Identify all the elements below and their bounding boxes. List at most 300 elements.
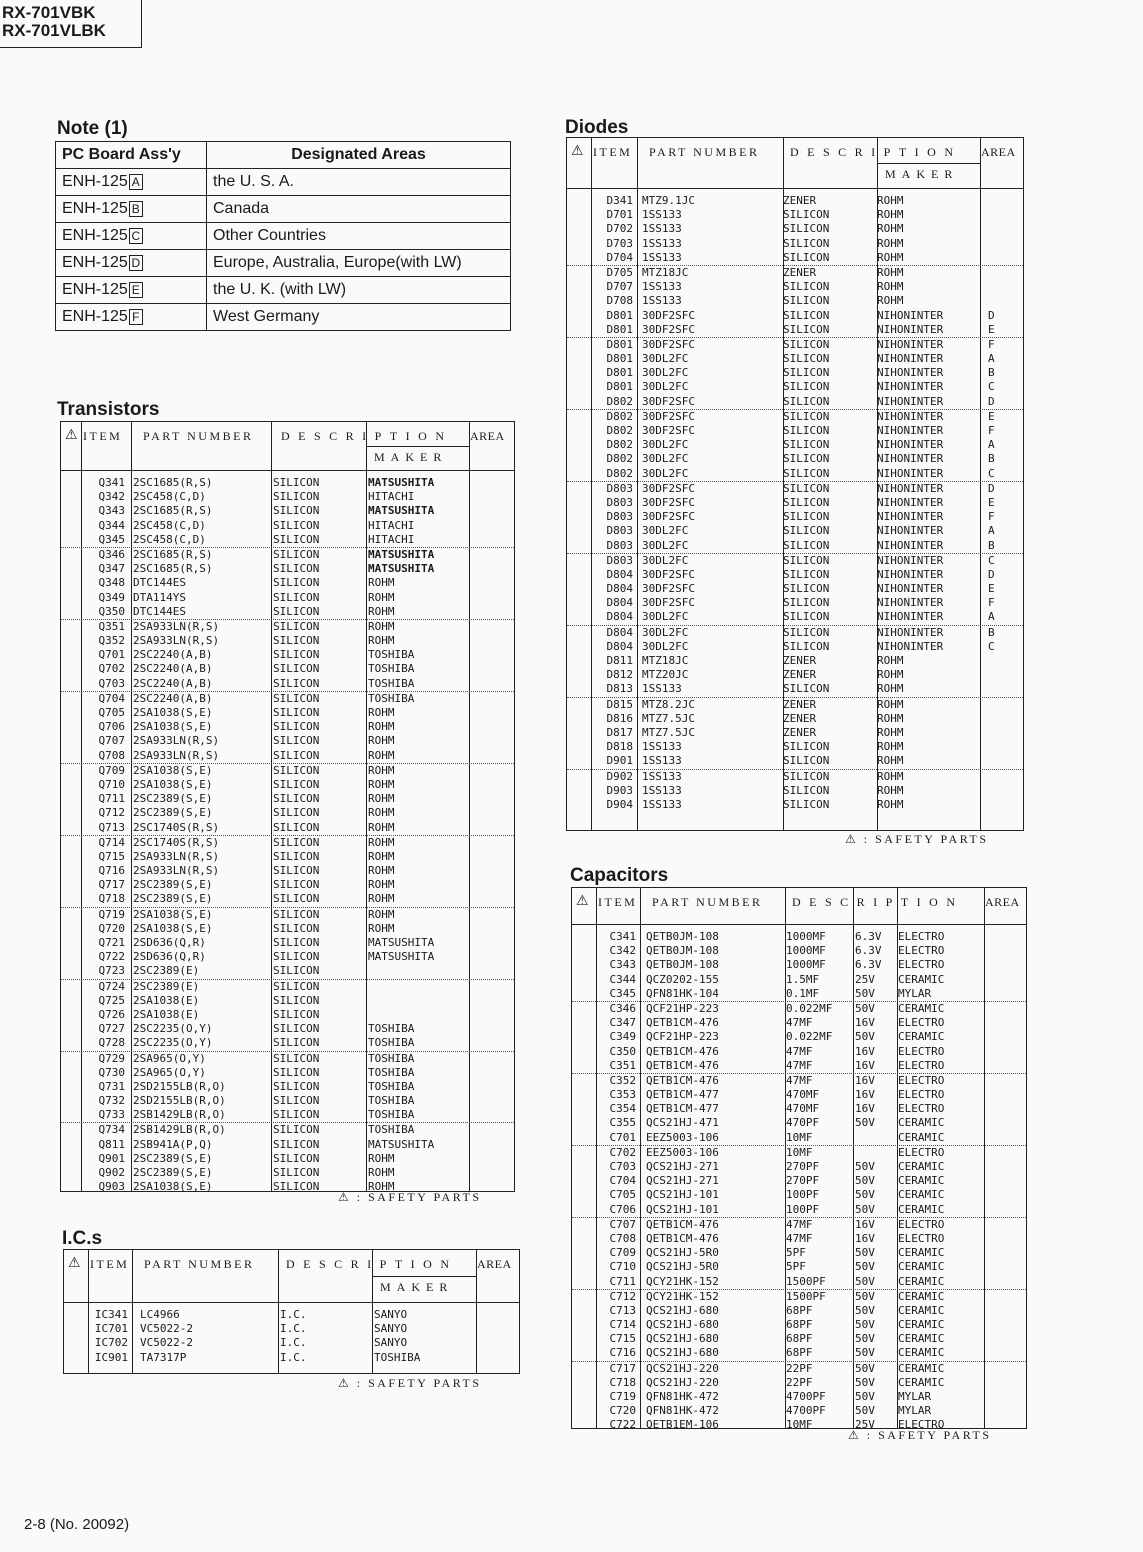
board-code: ENH-125 xyxy=(62,308,128,325)
part-number-cell: 1SS133 xyxy=(642,236,682,250)
area-cell: B xyxy=(988,625,995,639)
area-letter-box: C xyxy=(129,228,143,244)
note-area-cell: the U. K. (with LW) xyxy=(207,277,511,304)
part-number-cell: 1SS133 xyxy=(642,280,682,294)
part-number-cell: DTC144ES xyxy=(133,604,186,618)
item-cell: D801 xyxy=(606,337,633,351)
description-cell: SILICON xyxy=(273,1123,320,1137)
voltage-cell: 16V xyxy=(855,1231,875,1245)
table-rows xyxy=(61,476,514,1194)
table-row xyxy=(572,1088,1026,1102)
table-row xyxy=(572,1131,1026,1145)
table-row xyxy=(61,634,514,648)
maker-cell: NIHONINTER xyxy=(877,366,944,380)
description-cell: SILICON xyxy=(783,236,830,250)
part-number-cell: 30DL2FC xyxy=(642,452,689,466)
part-number-cell: 2SC1685(R,S) xyxy=(133,504,213,518)
description-cell: SILICON xyxy=(273,892,320,906)
diodes-table xyxy=(566,137,1024,831)
table-row xyxy=(567,568,1023,582)
part-number-cell: 2SC2240(A,B) xyxy=(133,662,213,676)
table-row xyxy=(567,712,1023,726)
maker-cell: ROHM xyxy=(368,1151,395,1165)
table-row xyxy=(567,539,1023,553)
table-row xyxy=(61,576,514,590)
description-cell: SILICON xyxy=(273,748,320,762)
item-cell: D802 xyxy=(606,452,633,466)
part-number-cell: 1SS133 xyxy=(642,294,682,308)
table-row xyxy=(61,936,514,950)
item-cell: D802 xyxy=(606,466,633,480)
capacitance-cell: 47MF xyxy=(786,1016,813,1030)
item-cell: Q717 xyxy=(98,878,125,892)
note-area-cell: Other Countries xyxy=(207,223,511,250)
item-cell: Q342 xyxy=(98,490,125,504)
note-board-cell xyxy=(56,223,207,250)
note-title: Note (1) xyxy=(57,118,128,139)
description-cell: SILICON xyxy=(783,481,830,495)
item-cell: D704 xyxy=(606,250,633,264)
capacitance-cell: 0.1MF xyxy=(786,986,820,1000)
voltage-cell: 25V xyxy=(855,1418,875,1432)
maker-cell: NIHONINTER xyxy=(877,380,944,394)
description-cell: SILICON xyxy=(783,610,830,624)
type-cell: CERAMIC xyxy=(898,972,945,986)
table-row xyxy=(567,265,1023,280)
part-number-cell: QCS21HJ-680 xyxy=(646,1318,719,1332)
item-cell: Q346 xyxy=(98,547,125,561)
note-row xyxy=(56,223,511,250)
item-cell: Q703 xyxy=(98,676,125,690)
area-cell: C xyxy=(988,380,995,394)
description-cell: SILICON xyxy=(783,424,830,437)
description-cell: SILICON xyxy=(273,1151,320,1165)
capacitance-cell: 5PF xyxy=(786,1246,806,1260)
item-cell: Q715 xyxy=(98,849,125,863)
maker-cell: MATSUSHITA xyxy=(368,476,435,489)
item-cell: Q709 xyxy=(98,763,125,777)
item-cell: Q719 xyxy=(98,907,125,921)
maker-cell: NIHONINTER xyxy=(877,625,944,639)
part-number-cell: 30DL2FC xyxy=(642,553,689,567)
diodes-safety-note: ⚠ : SAFETY PARTS xyxy=(845,832,989,846)
description-cell: SILICON xyxy=(273,979,320,993)
item-cell: Q731 xyxy=(98,1079,125,1093)
maker-cell: ROHM xyxy=(368,763,395,777)
header-part-number: PART NUMBER xyxy=(649,145,760,159)
item-cell: D817 xyxy=(606,725,633,739)
type-cell: ELECTRO xyxy=(898,1073,945,1087)
table-row xyxy=(61,792,514,806)
description-cell: SILICON xyxy=(273,734,320,748)
item-cell: Q728 xyxy=(98,1036,125,1050)
type-cell: CERAMIC xyxy=(898,1160,945,1173)
table-row xyxy=(61,605,514,619)
description-cell: SILICON xyxy=(783,394,830,408)
area-letter-box: D xyxy=(129,255,143,271)
part-number-cell: 2SA1038(E) xyxy=(133,1007,200,1021)
area-cell: B xyxy=(988,538,995,552)
transistors-title: Transistors xyxy=(57,399,160,420)
item-cell: C711 xyxy=(609,1274,636,1288)
description-cell: SILICON xyxy=(273,763,320,777)
maker-cell: NIHONINTER xyxy=(877,538,944,552)
table-row xyxy=(567,798,1023,812)
description-cell: ZENER xyxy=(783,711,817,725)
description-cell: SILICON xyxy=(783,553,830,567)
part-number-cell: QCZ0202-155 xyxy=(646,972,719,986)
table-row xyxy=(572,1275,1026,1289)
item-cell: D708 xyxy=(606,294,633,308)
voltage-cell: 50V xyxy=(855,1188,875,1202)
maker-cell: ROHM xyxy=(368,921,395,935)
maker-cell: ROHM xyxy=(877,725,904,739)
maker-cell: NIHONINTER xyxy=(877,610,944,624)
table-row xyxy=(567,784,1023,798)
table-row xyxy=(567,294,1023,308)
part-number-cell: DTC144ES xyxy=(133,576,186,590)
ics-title: I.C.s xyxy=(62,1228,103,1249)
part-number-cell: 2SB1429LB(R,O) xyxy=(133,1108,226,1122)
table-row xyxy=(567,438,1023,452)
table-row xyxy=(61,519,514,533)
item-cell: D811 xyxy=(606,654,633,667)
safety-mark-icon: ⚠ xyxy=(576,894,589,909)
part-number-cell: 2SC458(C,D) xyxy=(133,490,206,504)
maker-cell: TOSHIBA xyxy=(368,1123,415,1137)
table-row xyxy=(61,864,514,878)
item-cell: C350 xyxy=(609,1044,636,1058)
type-cell: CERAMIC xyxy=(898,1289,945,1303)
maker-cell: NIHONINTER xyxy=(877,409,944,423)
area-cell: A xyxy=(988,438,995,452)
type-cell: ELECTRO xyxy=(898,1058,945,1072)
table-row xyxy=(61,533,514,547)
table-row xyxy=(572,1232,1026,1246)
maker-cell: ROHM xyxy=(877,280,904,294)
part-number-cell: QETB1CM-476 xyxy=(646,1217,719,1231)
maker-cell: ROHM xyxy=(368,864,395,878)
item-cell: Q726 xyxy=(98,1007,125,1021)
part-number-cell: 2SD2155LB(R,O) xyxy=(133,1079,226,1093)
maker-cell: NIHONINTER xyxy=(877,567,944,581)
capacitors-title: Capacitors xyxy=(570,865,669,886)
description-cell: SILICON xyxy=(273,878,320,892)
table-row xyxy=(567,380,1023,394)
voltage-cell: 6.3V xyxy=(855,944,882,958)
description-cell: SILICON xyxy=(273,1036,320,1050)
item-cell: D801 xyxy=(606,308,633,322)
voltage-cell: 50V xyxy=(855,1303,875,1317)
table-row xyxy=(61,662,514,676)
maker-cell: ROHM xyxy=(368,907,395,921)
capacitance-cell: 68PF xyxy=(786,1332,813,1346)
table-row xyxy=(61,1108,514,1122)
table-row xyxy=(61,950,514,964)
table-row xyxy=(61,490,514,504)
maker-cell: ROHM xyxy=(368,734,395,748)
maker-cell: ROHM xyxy=(877,194,904,207)
item-cell: C719 xyxy=(609,1390,636,1403)
part-number-cell: 2SC1740S(R,S) xyxy=(133,835,220,849)
maker-cell: ROHM xyxy=(368,748,395,762)
maker-cell: MATSUSHITA xyxy=(368,562,435,576)
item-cell: D803 xyxy=(606,481,633,495)
part-number-cell: QETB1CM-476 xyxy=(646,1016,719,1030)
maker-divider xyxy=(366,446,469,447)
part-number-cell: 2SC2389(S,E) xyxy=(133,806,213,820)
description-cell: SILICON xyxy=(273,1137,320,1151)
area-cell: F xyxy=(988,596,995,610)
ics-safety-note: ⚠ : SAFETY PARTS xyxy=(338,1376,482,1390)
table-row xyxy=(572,1059,1026,1073)
capacitance-cell: 4700PF xyxy=(786,1404,826,1418)
part-number-cell: 2SA1038(S,E) xyxy=(133,763,213,777)
maker-cell: ROHM xyxy=(877,265,904,279)
area-cell: B xyxy=(988,452,995,466)
item-cell: Q714 xyxy=(98,835,125,849)
description-cell: SILICON xyxy=(783,567,830,581)
part-number-cell: QFN81HK-104 xyxy=(646,986,719,1000)
part-number-cell: VC5022-2 xyxy=(140,1322,193,1336)
part-number-cell: 2SA933LN(R,S) xyxy=(133,864,220,878)
type-cell: CERAMIC xyxy=(898,1274,945,1288)
part-number-cell: 2SC2389(E) xyxy=(133,979,200,993)
part-number-cell: 1SS133 xyxy=(642,783,682,797)
description-cell: SILICON xyxy=(273,777,320,791)
part-number-cell: QETB1CM-477 xyxy=(646,1102,719,1116)
note-row xyxy=(56,277,511,304)
header-description: DESCRIPTION xyxy=(790,145,962,159)
table-row xyxy=(64,1336,519,1350)
item-cell: Q903 xyxy=(98,1180,125,1194)
maker-cell: MATSUSHITA xyxy=(368,950,435,964)
item-cell: D803 xyxy=(606,510,633,524)
item-cell: Q723 xyxy=(98,964,125,978)
description-cell: SILICON xyxy=(273,662,320,676)
description-cell: SILICON xyxy=(783,596,830,610)
description-cell: SILICON xyxy=(273,634,320,648)
maker-cell: NIHONINTER xyxy=(877,466,944,480)
part-number-cell: 2SA933LN(R,S) xyxy=(133,619,220,633)
item-cell: D801 xyxy=(606,322,633,336)
area-cell: F xyxy=(988,510,995,524)
item-cell: D801 xyxy=(606,380,633,394)
maker-cell: SANYO xyxy=(374,1336,408,1350)
table-row xyxy=(567,754,1023,768)
description-cell: SILICON xyxy=(783,380,830,394)
area-cell: D xyxy=(988,308,995,322)
description-cell: SILICON xyxy=(273,518,320,532)
maker-cell: ROHM xyxy=(368,849,395,863)
table-row xyxy=(567,769,1023,784)
part-number-cell: 30DL2FC xyxy=(642,538,689,552)
part-number-cell: EEZ5003-106 xyxy=(646,1130,719,1144)
type-cell: ELECTRO xyxy=(898,1102,945,1116)
table-row xyxy=(61,648,514,662)
maker-cell: NIHONINTER xyxy=(877,481,944,495)
maker-cell: ROHM xyxy=(368,892,395,906)
type-cell: CERAMIC xyxy=(898,1188,945,1202)
area-letter-box: E xyxy=(129,282,143,298)
maker-cell: ROHM xyxy=(877,783,904,797)
area-cell: E xyxy=(988,495,995,509)
maker-cell: NIHONINTER xyxy=(877,596,944,610)
table-row xyxy=(567,323,1023,337)
voltage-cell: 50V xyxy=(855,1318,875,1332)
maker-cell: ROHM xyxy=(368,820,395,834)
item-cell: D802 xyxy=(606,438,633,452)
part-number-cell: 1SS133 xyxy=(642,222,682,236)
maker-cell: SANYO xyxy=(374,1322,408,1336)
capacitance-cell: 22PF xyxy=(786,1375,813,1389)
description-cell: SILICON xyxy=(783,208,830,222)
item-cell: C704 xyxy=(609,1174,636,1188)
item-cell: D803 xyxy=(606,495,633,509)
header-area: AREA xyxy=(981,145,1016,159)
voltage-cell: 50V xyxy=(855,1332,875,1346)
table-row xyxy=(572,1145,1026,1160)
voltage-cell: 50V xyxy=(855,1274,875,1288)
capacitance-cell: 68PF xyxy=(786,1303,813,1317)
item-cell: Q734 xyxy=(98,1123,125,1137)
description-cell: I.C. xyxy=(280,1308,307,1321)
description-cell: SILICON xyxy=(273,604,320,618)
header-description: DESCRIPTION xyxy=(281,429,453,443)
table-row xyxy=(567,640,1023,654)
table-row xyxy=(61,835,514,850)
description-cell: SILICON xyxy=(783,366,830,380)
table-row xyxy=(567,352,1023,366)
type-cell: CERAMIC xyxy=(898,1130,945,1144)
header-area: AREA xyxy=(477,1257,512,1271)
capacitance-cell: 68PF xyxy=(786,1346,813,1360)
voltage-cell: 50V xyxy=(855,1346,875,1360)
header-area: AREA xyxy=(985,895,1020,909)
table-row xyxy=(572,1332,1026,1346)
table-row xyxy=(61,922,514,936)
table-row xyxy=(61,979,514,994)
part-number-cell: 2SA933LN(R,S) xyxy=(133,734,220,748)
part-number-cell: QETB0JM-108 xyxy=(646,944,719,958)
table-row xyxy=(61,1008,514,1022)
capacitance-cell: 1500PF xyxy=(786,1274,826,1288)
part-number-cell: 30DF2SFC xyxy=(642,481,695,495)
note-board-cell xyxy=(56,304,207,331)
header-maker: MAKER xyxy=(374,450,448,464)
maker-cell: ROHM xyxy=(877,711,904,725)
maker-divider xyxy=(372,1276,476,1277)
type-cell: CERAMIC xyxy=(898,1001,945,1015)
part-number-cell: QCS21HJ-5R0 xyxy=(646,1260,719,1274)
safety-mark-icon: ⚠ xyxy=(65,428,78,443)
note-row xyxy=(56,196,511,223)
type-cell: CERAMIC xyxy=(898,1361,945,1375)
part-number-cell: 30DL2FC xyxy=(642,639,689,653)
part-number-cell: 1SS133 xyxy=(642,769,682,783)
description-cell: SILICON xyxy=(273,950,320,964)
table-row xyxy=(61,504,514,518)
type-cell: ELECTRO xyxy=(898,1217,945,1231)
table-row xyxy=(61,547,514,562)
maker-cell: NIHONINTER xyxy=(877,495,944,509)
description-cell: SILICON xyxy=(783,639,830,653)
maker-cell: NIHONINTER xyxy=(877,308,944,322)
part-number-cell: 2SB1429LB(R,O) xyxy=(133,1123,226,1137)
description-cell: SILICON xyxy=(273,676,320,690)
voltage-cell: 50V xyxy=(855,1404,875,1418)
table-row xyxy=(567,596,1023,610)
capacitance-cell: 47MF xyxy=(786,1073,813,1087)
part-number-cell: 30DL2FC xyxy=(642,466,689,480)
item-cell: D903 xyxy=(606,783,633,797)
item-cell: C720 xyxy=(609,1404,636,1418)
item-cell: D804 xyxy=(606,610,633,624)
capacitance-cell: 470MF xyxy=(786,1088,820,1102)
description-cell: SILICON xyxy=(783,783,830,797)
part-number-cell: 2SA933LN(R,S) xyxy=(133,634,220,648)
description-cell: SILICON xyxy=(273,921,320,935)
item-cell: D816 xyxy=(606,711,633,725)
table-row xyxy=(567,496,1023,510)
maker-cell: ROHM xyxy=(368,777,395,791)
area-cell: B xyxy=(988,366,995,380)
maker-cell: ROHM xyxy=(877,682,904,696)
item-cell: D813 xyxy=(606,682,633,696)
description-cell: SILICON xyxy=(273,576,320,590)
table-row xyxy=(572,1116,1026,1130)
item-cell: Q702 xyxy=(98,662,125,676)
maker-cell: TOSHIBA xyxy=(368,648,415,662)
table-row xyxy=(572,930,1026,944)
item-cell: D901 xyxy=(606,754,633,768)
part-number-cell: 2SC1685(R,S) xyxy=(133,562,213,576)
header-description: DESCRIPTION xyxy=(792,895,964,909)
maker-cell: ROHM xyxy=(877,294,904,308)
part-number-cell: QETB1CM-476 xyxy=(646,1058,719,1072)
item-cell: Q902 xyxy=(98,1166,125,1179)
capacitance-cell: 1000MF xyxy=(786,958,826,972)
description-cell: SILICON xyxy=(783,510,830,524)
maker-cell: TOSHIBA xyxy=(368,1079,415,1093)
table-row xyxy=(61,619,514,634)
description-cell: SILICON xyxy=(273,1108,320,1122)
item-cell: Q721 xyxy=(98,936,125,949)
table-row xyxy=(64,1351,519,1365)
table-row xyxy=(61,907,514,922)
item-cell: Q711 xyxy=(98,792,125,806)
part-number-cell: 2SA965(O,Y) xyxy=(133,1051,206,1065)
part-number-cell: MTZ9.1JC xyxy=(642,194,695,207)
board-code: ENH-125 xyxy=(62,173,128,190)
description-cell: SILICON xyxy=(783,409,830,423)
page-footer: 2-8 (No. 20092) xyxy=(24,1516,130,1533)
capacitance-cell: 270PF xyxy=(786,1174,820,1188)
maker-cell: ROHM xyxy=(368,878,395,892)
area-cell: E xyxy=(988,322,995,336)
item-cell: IC702 xyxy=(94,1336,128,1350)
description-cell: I.C. xyxy=(280,1336,307,1350)
part-number-cell: 2SC2389(S,E) xyxy=(133,892,213,906)
maker-cell: SANYO xyxy=(374,1308,408,1321)
part-number-cell: MTZ20JC xyxy=(642,668,689,682)
type-cell: CERAMIC xyxy=(898,1375,945,1389)
description-cell: SILICON xyxy=(273,619,320,633)
table-row xyxy=(567,682,1023,696)
description-cell: SILICON xyxy=(273,1180,320,1194)
safety-mark-icon: ⚠ xyxy=(68,1256,81,1271)
item-cell: D802 xyxy=(606,394,633,408)
